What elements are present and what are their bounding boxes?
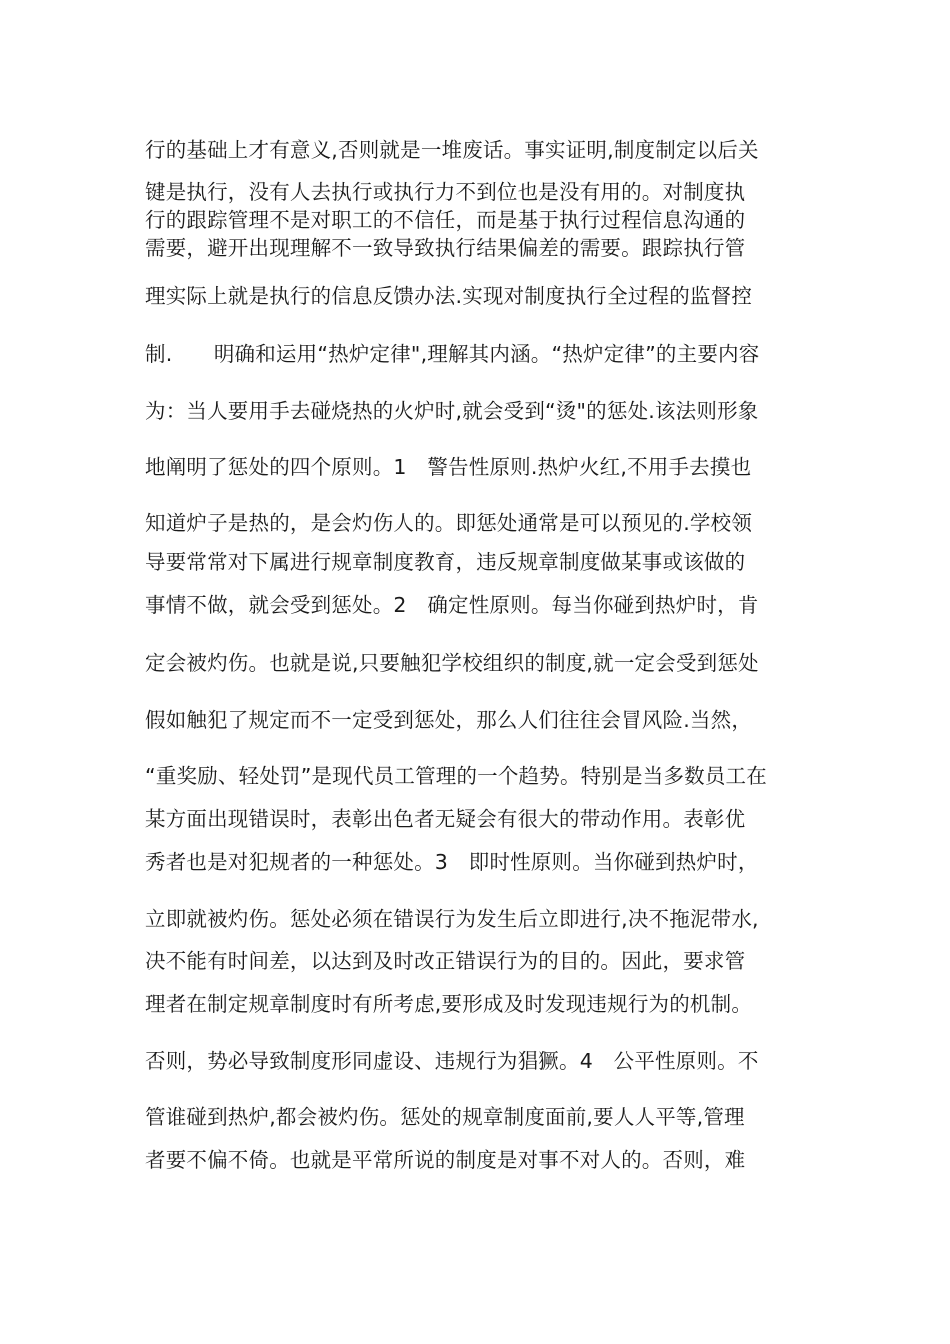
text-line: 定会被灼伤。也就是说,只要触犯学校组织的制度,就一定会受到惩处 <box>145 651 759 675</box>
text-line: 行的基础上才有意义,否则就是一堆废话。事实证明,制度制定以后关 <box>145 138 759 162</box>
text-line: 秀者也是对犯规者的一种惩处。3 即时性原则。当你碰到热炉时， <box>145 850 759 874</box>
text-line: 键是执行，没有人去执行或执行力不到位也是没有用的。对制度执 <box>145 180 746 204</box>
text-line: 立即就被灼伤。惩处必须在错误行为发生后立即进行,决不拖泥带水, <box>145 907 759 931</box>
text-line: 制. 明确和运用“热炉定律",理解其内涵。“热炉定律”的主要内容 <box>145 342 760 366</box>
text-line: 理者在制定规章制度时有所考虑,要形成及时发现违规行为的机制。 <box>145 992 753 1016</box>
text-line: 理实际上就是执行的信息反馈办法.实现对制度执行全过程的监督控 <box>145 284 753 308</box>
text-line: 需要，避开出现理解不一致导致执行结果偏差的需要。跟踪执行管 <box>145 236 746 260</box>
text-line: 假如触犯了规定而不一定受到惩处，那么人们往往会冒风险.当然， <box>145 708 753 732</box>
text-line: 否则，势必导致制度形同虚设、违规行为猖獗。4 公平性原则。不 <box>145 1049 759 1073</box>
text-line: 地阐明了惩处的四个原则。1 警告性原则.热炉火红,不用手去摸也 <box>145 455 752 479</box>
text-line: “重奖励、轻处罚”是现代员工管理的一个趋势。特别是当多数员工在 <box>145 764 767 788</box>
text-line: 行的跟踪管理不是对职工的不信任，而是基于执行过程信息沟通的 <box>145 208 746 232</box>
text-line: 决不能有时间差，以达到及时改正错误行为的目的。因此，要求管 <box>145 949 746 973</box>
text-line: 者要不偏不倚。也就是平常所说的制度是对事不对人的。否则，难 <box>145 1148 746 1172</box>
text-line: 事情不做，就会受到惩处。2 确定性原则。每当你碰到热炉时，肯 <box>145 593 759 617</box>
text-line: 为：当人要用手去碰烧热的火炉时,就会受到“烫"的惩处.该法则形象 <box>145 399 759 423</box>
text-line: 导要常常对下属进行规章制度教育，违反规章制度做某事或该做的 <box>145 550 746 574</box>
text-line: 知道炉子是热的，是会灼伤人的。即惩处通常是可以预见的.学校领 <box>145 511 753 535</box>
text-line: 某方面出现错误时，表彰出色者无疑会有很大的带动作用。表彰优 <box>145 807 746 831</box>
text-line: 管谁碰到热炉,都会被灼伤。惩处的规章制度面前,要人人平等,管理 <box>145 1105 745 1129</box>
